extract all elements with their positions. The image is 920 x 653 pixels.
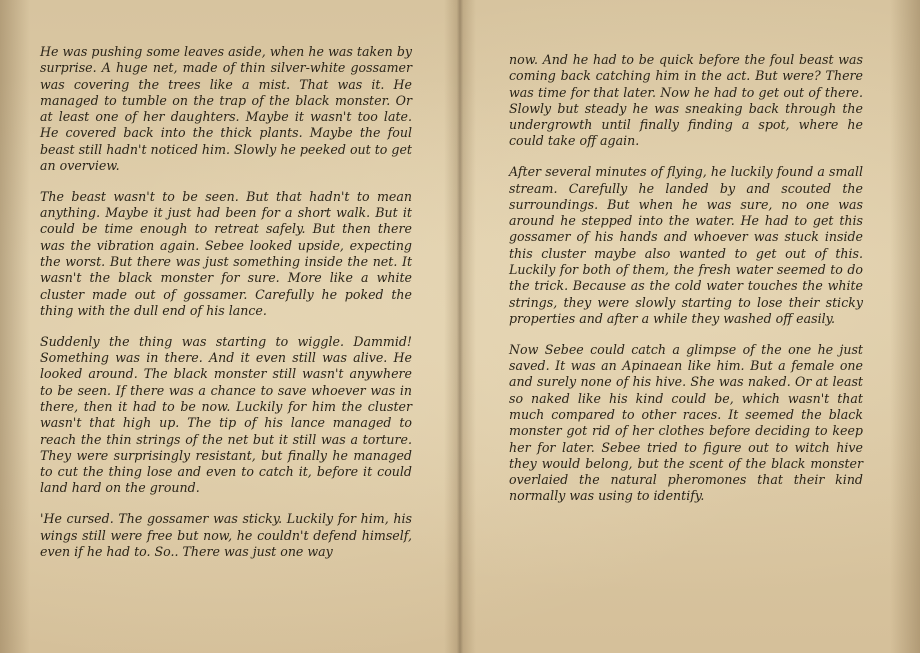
left-page [40,44,412,575]
left-paragraph-2: The beast wasn't to be seen. But that hadn't to mean anything. Maybe it just had been for a short walk. But it could be time enough to retreat safely. But then there was the vibration again. Sebee looked upside, expecting the worst. But there was just something inside the net. It wasn't the black monster for sure. More like a white cluster made out of gossamer. Carefully he poked the thing with the dull end of his lance. [40,188,412,318]
right-paragraph-1: now. And he had to be quick before the foul beast was coming back catching him in the act. But were? There was time for that later. Now he had to get out of there. Slowly but steady he was sneaking back through the undergrowth until finally finding a spot, where he could take off again. [509,52,863,149]
right-paragraph-3: Now Sebee could catch a glimpse of the one he just saved. It was an Apinaean like him. But a female one and surely none of his hive. She was naked. Or at least so naked like his kind could be, which wasn't that much compared to other races. It seemed the black monster got rid of her clothes before deciding to keep her for later. Sebee tried to figure out to witch hive they would belong, but the scent of the black monster overlaied the natural pheromones that their kind normally was using to identify. [509,341,863,504]
right-page-edge-shadow [890,0,920,653]
left-page-edge-shadow [0,0,30,653]
left-paragraph-3: Suddenly the thing was starting to wiggle. Dammid! Something was in there. And it even still was alive. He looked around. The black monster still wasn't anywhere to be seen. If there was a chance to save whoever was in there, then it had to be now. Luckily for him the cluster wasn't that high up. The tip of his lance managed to reach the thin strings of the net but it still was a torture. They were surprisingly resistant, but finally he managed to cut the thing lose and even to catch it, before it could land hard on the ground. [40,333,412,496]
book-gutter [444,0,476,653]
left-paragraph-4: 'He cursed. The gossamer was sticky. Luckily for him, his wings still were free but now, he couldn't defend himself, even if he had to. So.. There was just one way [40,511,412,559]
right-paragraph-2: After several minutes of flying, he luckily found a small stream. Carefully he landed by and scouted the surroundings. But when he was sure, no one was around he stepped into the water. He had to get this gossamer of his hands and whoever was stuck inside this cluster maybe also wanted to get out of this. Luckily for both of them, the fresh water seemed to do the trick. Because as the cold water touches the white strings, they were slowly starting to lose their sticky properties and after a while they washed off easily. [509,164,863,326]
left-paragraph-1: He was pushing some leaves aside, when he was taken by surprise. A huge net, made of thin silver-white gossamer was covering the trees like a mist. That was it. He managed to tumble on the trap of the black monster. Or at least one of her daughters. Maybe it wasn't too late. He covered back into the thick plants. Maybe the foul beast still hadn't noticed him. Slowly he peeked out to get an overview. [40,44,412,174]
right-page [509,52,863,519]
